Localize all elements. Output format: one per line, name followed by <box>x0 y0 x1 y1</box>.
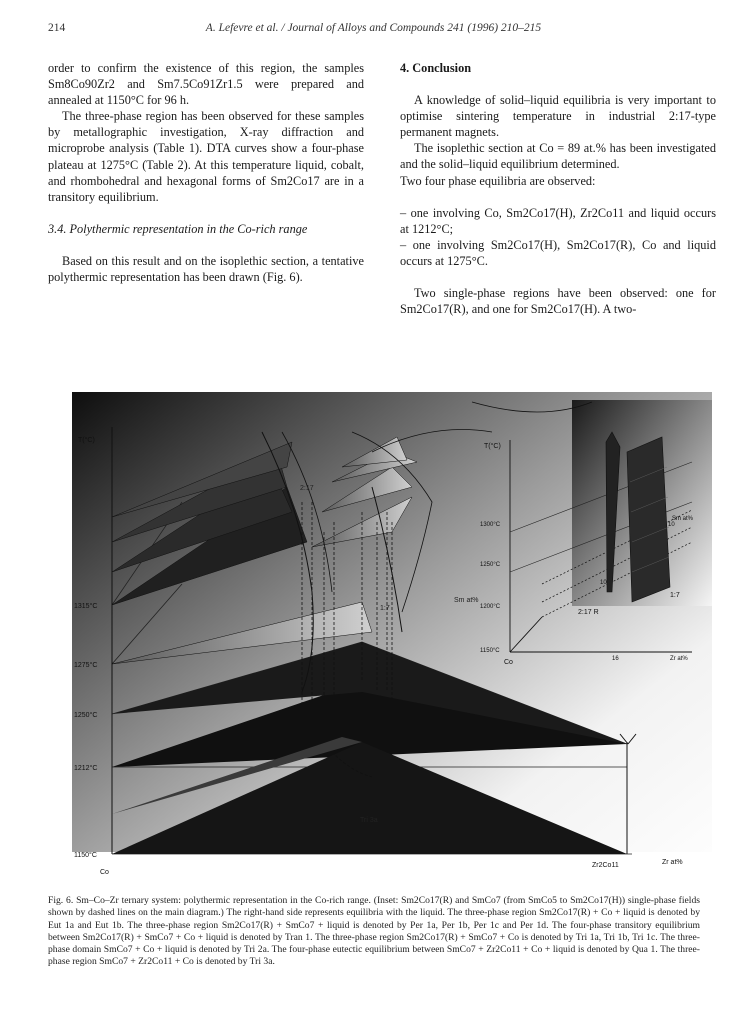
figure-caption: Fig. 6. Sm–Co–Zr ternary system: polythermic representation in the Co-rich range. (Inset: Sm2Co17(R) and SmCo7 (from SmCo5 to Sm2Co17(H)) single-phase fields shown by dashed lines on the main diagram.) The right-hand side represents equilibria with the liquid. The three-phase region Sm2Co17(R) + Co + liquid is denoted by Eut 1a and Eut 1b. The three-phase region Sm2Co17(R) + SmCo7 + liquid is denoted by Per 1a, Per 1b, Per 1c and Per 1d. The four-phase transitory equilibrium between Sm2Co17(R) + SmCo7 + Co + liquid is denoted by Tran 1. The three-phase region Sm2Co17(R) + SmCo7 + Co is denoted by Tri 1a, Tri 1b, Tri 1c. The three-phase domain SmCo7 + Co + liquid is denoted by Tri 2a. The four-phase eutectic equilibrium between SmCo7 + Zr2Co11 + Co + liquid is denoted by Qua 1. The three-phase region SmCo7 + Zr2Co11 + Co is denoted by Tri 3a. <box>48 895 700 968</box>
corner-zr-at: Zr at% <box>662 859 683 866</box>
label-217: 2:17 <box>300 485 314 492</box>
bullet-1: – one involving Co, Sm2Co17(H), Zr2Co11 and liquid occurs at 1212°C; <box>400 205 716 236</box>
left-paragraph-3: Based on this result and on the isoplethic section, a tentative polythermic representation has been drawn (Fig. 6). <box>48 253 364 285</box>
right-column <box>400 60 716 317</box>
inset-temp-1300: 1300°C <box>480 522 501 528</box>
inset-temp-1200: 1200°C <box>480 604 501 610</box>
inset-sm-tick: 10 <box>600 580 607 586</box>
right-paragraph-2: The isoplethic section at Co = 89 at.% has been investigated and the solid–liquid equilibrium determined. <box>400 141 716 172</box>
label-sm-at: Sm at% <box>454 597 479 604</box>
temp-1150: 1150°C <box>74 852 97 859</box>
left-paragraph-1: order to confirm the existence of this region, the samples Sm8Co90Zr2 and Sm7.5Co91Zr1.5 were prepared and annealed at 1150°C for 96 h. <box>48 61 364 108</box>
inset-corner-co: Co <box>504 659 513 666</box>
temp-1212: 1212°C <box>74 765 98 772</box>
right-paragraph-4: Two single-phase regions have been observed: one for Sm2Co17(R), and one for Sm2Co17(H). A two- <box>400 286 716 317</box>
inset-temp-1250: 1250°C <box>480 562 501 568</box>
right-paragraph-3: Two four phase equilibria are observed: <box>400 173 596 188</box>
inset-sm-value: 10 <box>668 522 675 528</box>
corner-co: Co <box>100 869 109 876</box>
corner-zr2co11: Zr2Co11 <box>592 862 619 869</box>
inset-zr-tick: 16 <box>612 656 619 662</box>
inset-temp-1150: 1150°C <box>480 648 500 654</box>
inset-axis-label: T(°C) <box>484 443 501 450</box>
label-17: 1:7 <box>380 605 390 612</box>
temp-1250: 1250°C <box>74 712 98 719</box>
right-paragraph-1: A knowledge of solid–liquid equilibria is very important to optimise sintering temperature in industrial 2:17-type permanent magnets. <box>400 93 716 140</box>
label-tri3a: Tri 3a <box>360 817 378 824</box>
page-number: 214 <box>48 22 66 34</box>
temp-1275: 1275°C <box>74 662 98 669</box>
inset-label-217r: 2:17 R <box>578 609 599 616</box>
running-head: A. Lefevre et al. / Journal of Alloys and Compounds 241 (1996) 210–215 <box>205 22 542 34</box>
polythermic-diagram <box>72 392 712 890</box>
temp-1315: 1315°C <box>74 603 98 610</box>
bullet-2: – one involving Sm2Co17(H), Sm2Co17(R), Co and liquid occurs at 1275°C. <box>400 237 716 268</box>
conclusion-heading: 4. Conclusion <box>400 61 472 75</box>
inset-sm-at: Sm at% <box>672 516 694 522</box>
left-paragraph-2: The three-phase region has been observed for these samples by metallographic investigation, X-ray diffraction and microprobe analysis (Table 1). DTA curves show a four-phase plateau at 1275°C (Table 2). At this temperature liquid, cobalt, and rhombohedral and hexagonal forms of Sm2Co17 are in a transitory equilibrium. <box>48 109 364 204</box>
inset-zr-at: Zr at% <box>670 656 688 662</box>
left-column <box>48 60 364 285</box>
inset-label-17: 1:7 <box>670 592 680 599</box>
main-axis-label: T(°C) <box>78 437 95 444</box>
section-heading: 3.4. Polythermic representation in the Co-rich range <box>48 221 308 236</box>
